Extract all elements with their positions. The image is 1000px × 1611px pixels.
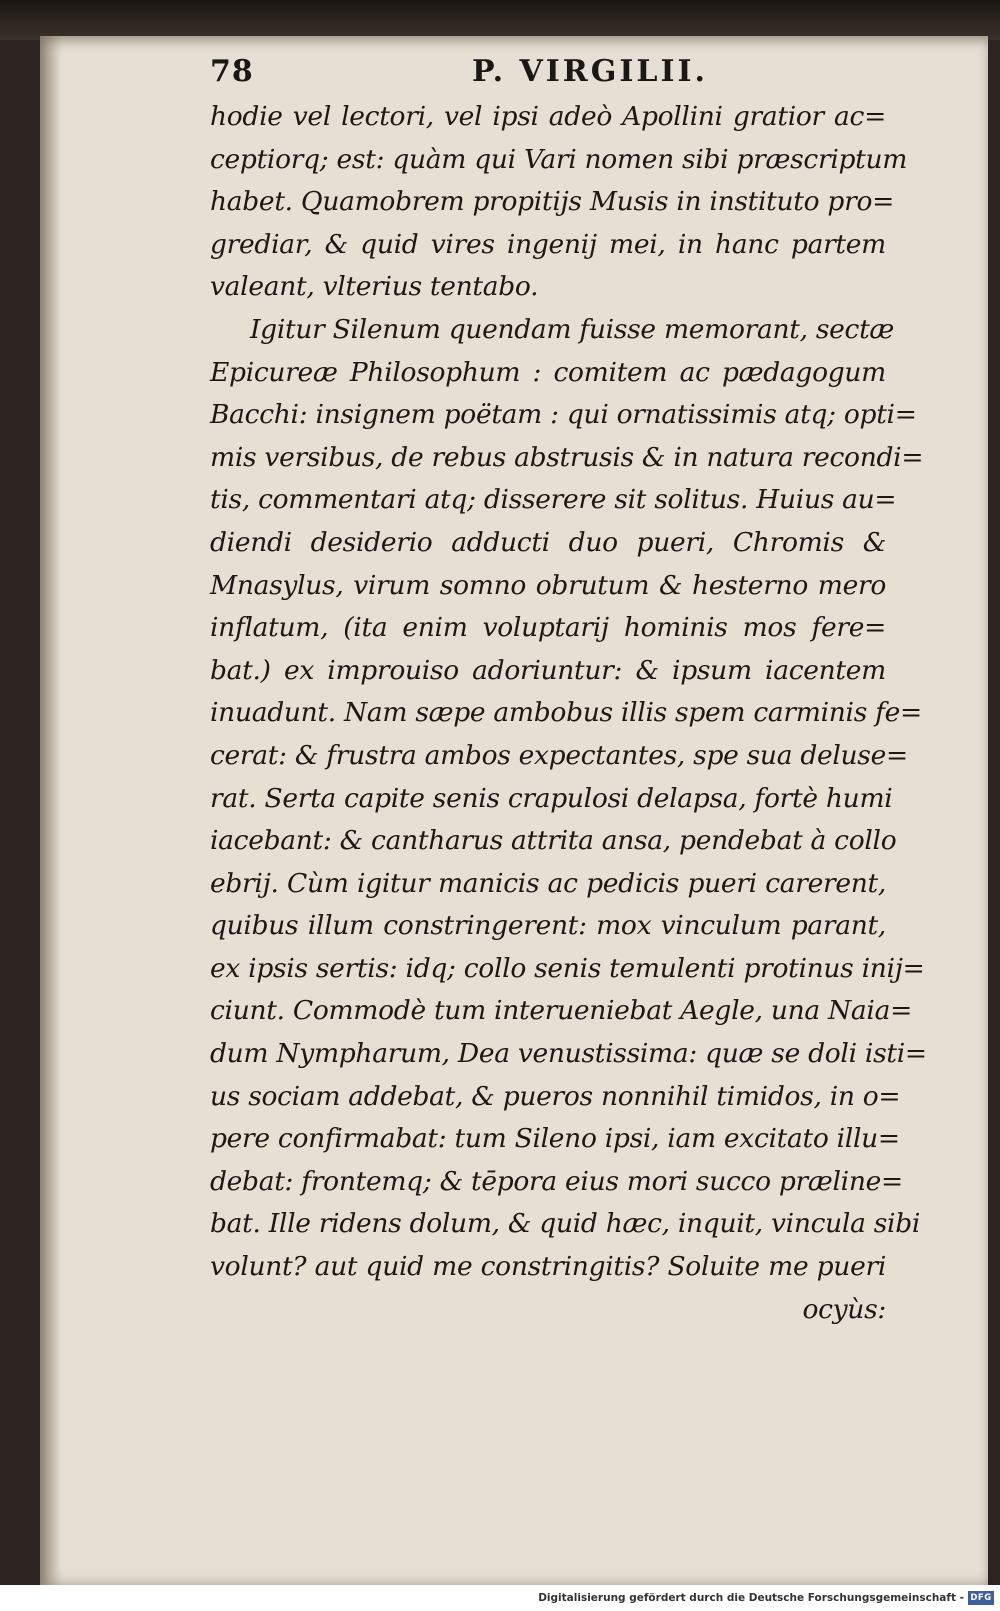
text-line: inflatum, (ita enim voluptarij hominis mos fere=	[210, 612, 886, 644]
text-line: hodie vel lectori, vel ipsi adeò Apollini gratior ac=	[210, 101, 886, 132]
body-text	[210, 96, 927, 1331]
funding-credit: Digitalisierung gefördert durch die Deutsche Forschungsgemeinschaft -	[538, 1592, 964, 1604]
text-line: pere confirmabat: tum Sileno ipsi, iam excitato illu=	[210, 1123, 900, 1155]
text-line: Bacchi: insignem poëtam : qui ornatissimis atq; opti=	[210, 399, 917, 431]
page-gutter-shadow	[40, 36, 62, 1585]
text-line: mis versibus, de rebus abstrusis & in natura recondi=	[210, 441, 924, 473]
text-line: Epicureæ Philosophum : comitem ac pædagogum	[210, 356, 886, 388]
text-line: quibus illum constringerent: mox vinculum parant,	[210, 910, 886, 942]
text-line: diendi desiderio adducti duo pueri, Chromis &	[210, 526, 886, 558]
text-line: bat.) ex improuiso adoriuntur: & ipsum iacentem	[210, 654, 886, 686]
text-line: ebrij. Cùm igitur manicis ac pedicis pueri carerent,	[210, 867, 886, 899]
catchword: ocyùs:	[802, 1293, 886, 1325]
text-line: ex ipsis sertis: idq; collo senis temulenti protinus inij=	[210, 952, 925, 984]
page-header	[210, 54, 750, 96]
text-line: cerat: & frustra ambos expectantes, spe sua deluse=	[210, 739, 908, 771]
text-line: iacebant: & cantharus attrita ansa, pendebat à collo	[210, 825, 897, 857]
text-line: ciunt. Commodè tum interueniebat Aegle, una Naia=	[210, 995, 912, 1027]
text-line: valeant, vlterius tentabo.	[210, 271, 539, 303]
text-line: volunt? aut quid me constringitis? Soluite me pueri	[210, 1251, 886, 1283]
text-line: grediar, & quid vires ingenij mei, in hanc partem	[210, 228, 886, 260]
scan-top-shadow	[0, 0, 1000, 40]
page-number: 78	[210, 54, 254, 89]
text-line: Igitur Silenum quendam fuisse memorant, sectæ	[250, 313, 895, 345]
text-line: debat: frontemq; & tēpora eius mori succo præline=	[210, 1165, 903, 1197]
text-line: bat. Ille ridens dolum, & quid hæc, inquit, vincula sibi	[210, 1208, 921, 1240]
text-line: tis, commentari atq; disserere sit solitus. Huius au=	[210, 484, 897, 516]
text-line: us sociam addebat, & pueros nonnihil timidos, in o=	[210, 1080, 901, 1112]
running-title: P. VIRGILII.	[472, 54, 708, 89]
text-line: ceptiorq; est: quàm qui Vari nomen sibi præscriptum	[210, 143, 908, 175]
text-line: habet. Quamobrem propitijs Musis in instituto pro=	[210, 186, 895, 218]
text-line: dum Nympharum, Dea venustissima: quæ se doli isti=	[210, 1038, 927, 1070]
text-line: inuadunt. Nam sæpe ambobus illis spem carminis fe=	[210, 697, 922, 729]
text-line: rat. Serta capite senis crapulosi delapsa, fortè humi	[210, 782, 893, 814]
digitization-footer	[0, 1588, 1000, 1611]
dfg-logo: DFG	[968, 1591, 994, 1605]
text-line: Mnasylus, virum somno obrutum & hesterno mero	[210, 569, 886, 601]
